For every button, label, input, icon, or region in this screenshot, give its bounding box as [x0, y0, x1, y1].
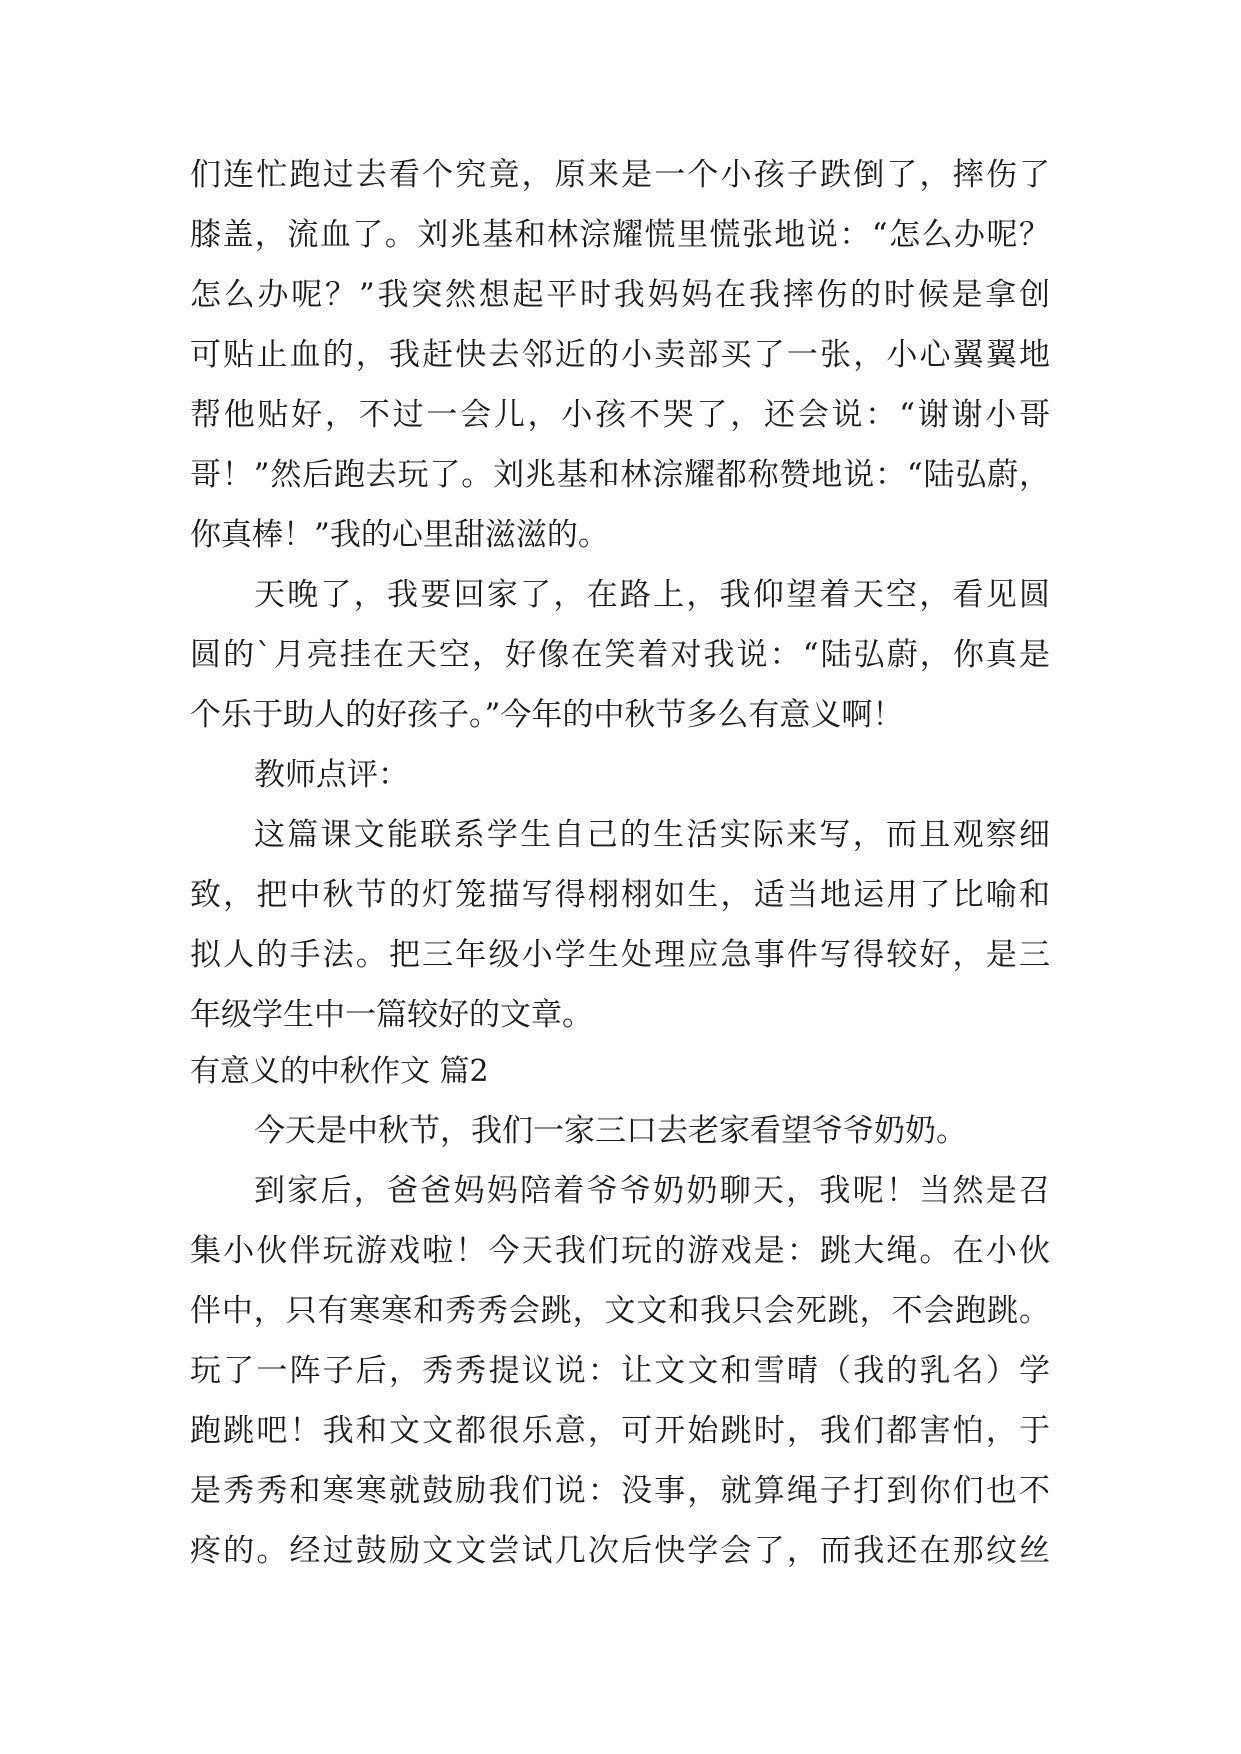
text-line: 伴中，只有寒寒和秀秀会跳，文文和我只会死跳，不会跑跳。 — [190, 1293, 1050, 1329]
text-line: 你真棒！”我的心里甜滋滋的。 — [190, 517, 609, 553]
text-line: 是秀秀和寒寒就鼓励我们说：没事，就算绳子打到你们也不 — [190, 1473, 1050, 1509]
section-heading: 有意义的中秋作文 篇2 — [190, 1054, 489, 1089]
text-line: 圆的`月亮挂在天空，好像在笑着对我说：“陆弘蔚，你真是 — [190, 637, 1050, 673]
paragraph-first-line: 今天是中秋节，我们一家三口去老家看望爷爷奶奶。 — [254, 1113, 967, 1149]
text-line: 跑跳吧！我和文文都很乐意，可开始跳时，我们都害怕，于 — [190, 1413, 1050, 1449]
text-line: 拟人的手法。把三年级小学生处理应急事件写得较好，是三 — [190, 937, 1050, 973]
text-line: 可贴止血的，我赶快去邻近的小卖部买了一张，小心翼翼地 — [190, 337, 1050, 373]
text-line: 个乐于助人的好孩子。”今年的中秋节多么有意义啊！ — [190, 697, 904, 733]
text-line: 们连忙跑过去看个究竟，原来是一个小孩子跌倒了，摔伤了 — [190, 157, 1050, 193]
text-line: 致，把中秋节的灯笼描写得栩栩如生，适当地运用了比喻和 — [190, 877, 1050, 913]
paragraph-first-line: 到家后，爸爸妈妈陪着爷爷奶奶聊天，我呢！当然是召 — [254, 1173, 1050, 1209]
paragraph-first-line: 天晚了，我要回家了，在路上，我仰望着天空，看见圆 — [254, 577, 1050, 613]
text-line: 玩了一阵子后，秀秀提议说：让文文和雪晴（我的乳名）学 — [190, 1353, 1050, 1389]
paragraph-first-line: 这篇课文能联系学生自己的生活实际来写，而且观察细 — [254, 817, 1050, 853]
text-line: 膝盖，流血了。刘兆基和林淙耀慌里慌张地说：“怎么办呢？ — [190, 217, 1050, 253]
text-line: 集小伙伴玩游戏啦！今天我们玩的游戏是：跳大绳。在小伙 — [190, 1233, 1050, 1269]
text-line: 怎么办呢？”我突然想起平时我妈妈在我摔伤的时候是拿创 — [190, 277, 1050, 313]
text-line: 哥！”然后跑去玩了。刘兆基和林淙耀都称赞地说：“陆弘蔚， — [190, 457, 1050, 493]
text-line: 疼的。经过鼓励文文尝试几次后快学会了，而我还在那纹丝 — [190, 1533, 1050, 1569]
teacher-comment-label: 教师点评： — [254, 757, 409, 793]
text-line: 年级学生中一篇较好的文章。 — [190, 997, 593, 1033]
text-line: 帮他贴好，不过一会儿，小孩不哭了，还会说：“谢谢小哥 — [190, 397, 1050, 433]
